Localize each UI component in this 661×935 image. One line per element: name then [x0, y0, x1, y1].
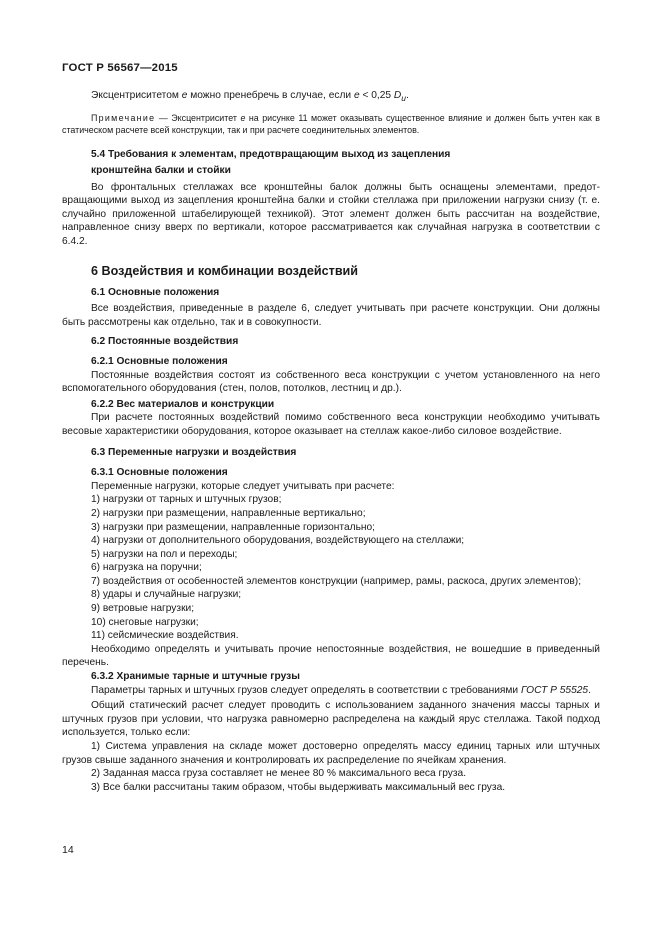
section-6-title: 6 Воздействия и комбинации воздействий [91, 263, 359, 278]
section-5-4-text: Во фронтальных стеллажах все кронштейны балок должны быть оснащены элементами, предотвращающими выход из зацепления кронштейна балки и стойки стеллажа при приложении нагрузки снизу (т. е. случайно приложенной штабелирующей техникой). Этот элемент должен быть рассчитан на воздействие, направленное снизу вверх по вертикали, которое рассматривается как случайная нагрузка в соответствии с 6.4.2. [62, 181, 600, 247]
ecc-var-e-2: е [353, 90, 360, 101]
section-6-2-2-text: При расчете постоянных воздействий помимо собственного веса конструкции необходимо учитывать весовые характеристики оборудования, которое оказывает на стеллаж какое-либо силовое воздействие. [62, 412, 600, 437]
note-text-a: — Эксцентриситет [155, 112, 241, 123]
section-6-3-1-tail: Необходимо определять и учитывать прочие непостоянные воздействия, не вошедшие в приведенный перечень. [62, 643, 600, 669]
ecc-text-b: можно пренебречь в случае, если [187, 90, 354, 101]
loads-list [62, 493, 600, 643]
eccentricity-paragraph [62, 89, 600, 106]
list-item: 4) нагрузки от дополнительного оборудования, воздействующего на стеллажи; [91, 535, 465, 547]
ecc-var-e: е [181, 90, 188, 101]
section-6-1-title: 6.1 Основные положения [91, 286, 220, 298]
ecc-var-D: D [393, 90, 402, 101]
note-text-b: на рисунке 11 может оказывать существенное влияние и должен быть учтен как в статическом расчете всей конструкции, так и при расчете соединительных элементов. [62, 112, 601, 136]
list-item: 9) ветровые нагрузки; [91, 603, 195, 615]
list-item: 1) нагрузки от тарных и штучных грузов; [91, 494, 282, 506]
ecc-subscript: u [401, 93, 406, 104]
section-6-3-2-p2: Общий статический расчет следует проводить с использованием заданного значения массы тарных и штучных грузов при условии, что нагрузка равномерно распределена на каждый ярус стеллажа. Такой подход используется, только если: [62, 700, 600, 739]
p1-text-a: Параметры тарных и штучных грузов следует определять в соответствии с требованиями [91, 684, 521, 696]
list-item: 3) Все балки рассчитаны таким образом, чтобы выдерживать максимальный вес груза. [91, 781, 506, 793]
note-var-e: е [240, 112, 246, 123]
document-header: ГОСТ Р 56567—2015 [62, 62, 178, 74]
section-5-4-title-line2: кронштейна балки и стойки [91, 165, 231, 177]
list-item: 2) Заданная масса груза составляет не менее 80 % максимального веса груза. [91, 768, 467, 780]
list-item: 11) сейсмические воздействия. [91, 630, 239, 642]
list-item: 3) нагрузки при размещении, направленные горизонтально; [91, 521, 376, 533]
section-6-3-title: 6.3 Переменные нагрузки и воздействия [91, 446, 297, 458]
section-6-2-1-text: Постоянные воздействия состоят из собственного веса конструкции с учетом установленного на него вспомогательного оборудования (стен, полов, потолков, лестниц и др.). [62, 369, 600, 395]
list-item: 2) нагрузки при размещении, направленные вертикально; [91, 507, 366, 519]
document-body [62, 84, 600, 794]
section-6-2-2-title: 6.2.2 Вес материалов и конструкции [91, 398, 275, 410]
standard-reference: ГОСТ Р 55525 [520, 684, 589, 696]
list-item: 1) Система управления на складе может достоверно определять массу единиц тарных или штучных грузов свыше заданного значения и контролировать их распределение по ячейкам хранения. [62, 741, 600, 766]
conditions-list [62, 740, 600, 794]
list-item: 8) удары и случайные нагрузки; [91, 589, 242, 601]
list-item: 7) воздействия от особенностей элементов конструкции (например, рамы, раскоса, других элементов); [91, 575, 582, 587]
list-item: 6) нагрузка на поручни; [91, 562, 202, 574]
p1-text-b: . [588, 684, 591, 696]
section-6-3-1-title: 6.3.1 Основные положения [91, 467, 228, 479]
ecc-text-c: < 0,25 [359, 90, 394, 101]
ecc-text-a: Эксцентриситетом [91, 90, 182, 101]
list-item: 5) нагрузки на пол и переходы; [91, 548, 238, 560]
section-6-3-1-lead: Переменные нагрузки, которые следует учитывать при расчете: [91, 480, 395, 492]
section-5-4-title-line1: 5.4 Требования к элементам, предотвращающим выход из зацепления [91, 149, 451, 161]
note-paragraph [62, 112, 600, 137]
page-number: 14 [62, 844, 74, 856]
ecc-end: . [406, 90, 409, 101]
note-label: Примечание [91, 112, 156, 123]
section-6-2-title: 6.2 Постоянные воздействия [91, 336, 239, 348]
section-6-3-2-title: 6.3.2 Хранимые тарные и штучные грузы [91, 671, 300, 683]
section-6-1-text: Все воздействия, приведенные в разделе 6, следует учитывать при расчете конструкции. Они должны быть рассмотрены как отдельно, так и в совокупности. [62, 303, 600, 328]
section-6-2-1-title: 6.2.1 Основные положения [91, 355, 228, 367]
section-6-3-2-p1 [62, 684, 600, 698]
list-item: 10) снеговые нагрузки; [91, 616, 199, 628]
